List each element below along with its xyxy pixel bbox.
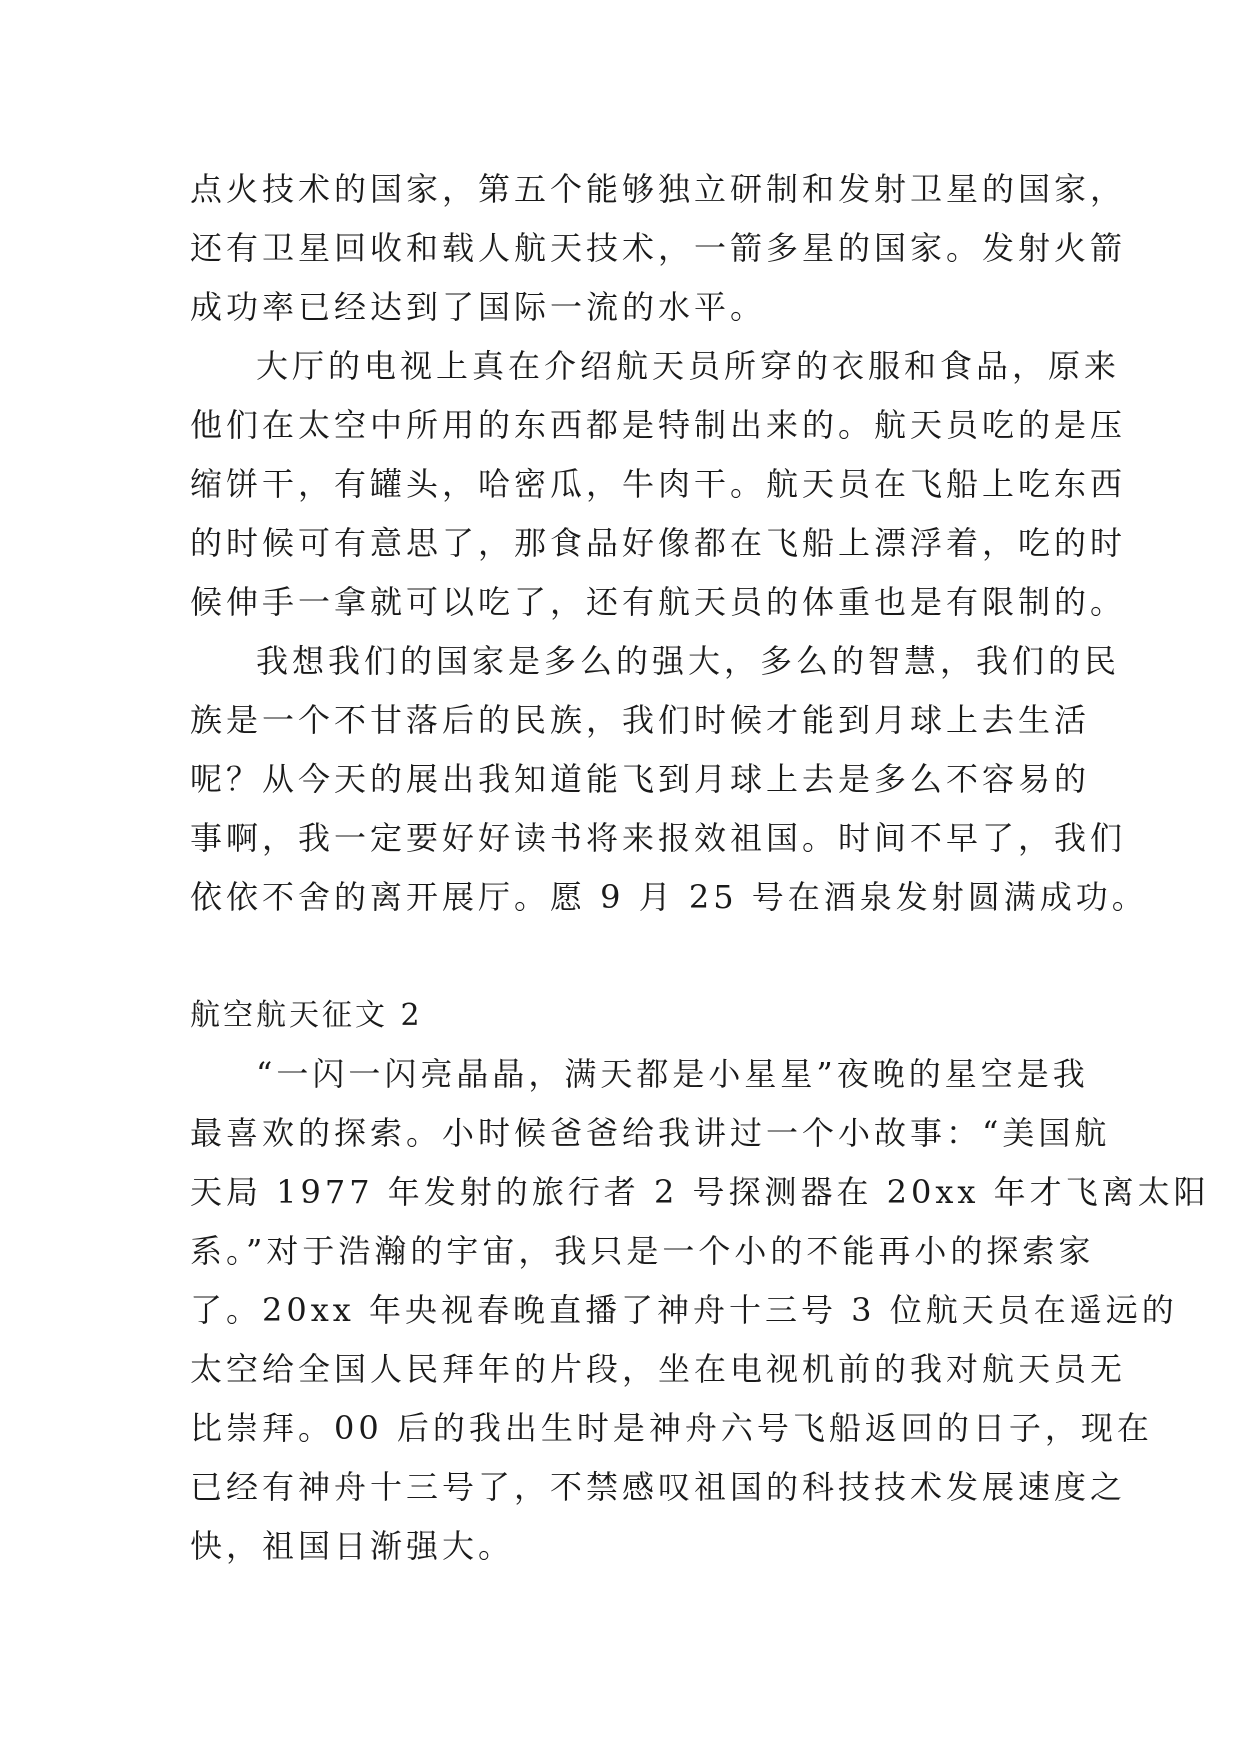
text-line: 大厅的电视上真在介绍航天员所穿的衣服和食品，原来: [256, 347, 1121, 385]
section-heading: 航空航天征文 2: [190, 998, 423, 1033]
text-line: 族是一个不甘落后的民族，我们时候才能到月球上去生活: [190, 701, 1091, 739]
text-line: 比崇拜。00 后的我出生时是神舟六号飞船返回的日子，现在: [190, 1409, 1153, 1447]
document-page: [190, 160, 1210, 1576]
text-line: 还有卫星回收和载人航天技术，一箭多星的国家。发射火箭: [190, 229, 1127, 267]
text-line: 的时候可有意思了，那食品好像都在飞船上漂浮着，吃的时: [190, 524, 1127, 562]
text-line: 事啊，我一定要好好读书将来报效祖国。时间不早了，我们: [190, 819, 1127, 857]
text-line: 天局 1977 年发射的旅行者 2 号探测器在 20xx 年才飞离太阳: [190, 1173, 1210, 1211]
paragraph-spacer: [190, 927, 1060, 986]
text-line: 候伸手一拿就可以吃了，还有航天员的体重也是有限制的。: [190, 583, 1127, 621]
text-line: 了。20xx 年央视春晚直播了神舟十三号 3 位航天员在遥远的: [190, 1291, 1178, 1329]
text-line: “一闪一闪亮晶晶，满天都是小星星”夜晚的星空是我: [256, 1055, 1089, 1093]
text-line: 我想我们的国家是多么的强大，多么的智慧，我们的民: [256, 642, 1121, 680]
text-line: 呢？从今天的展出我知道能飞到月球上去是多么不容易的: [190, 760, 1091, 798]
text-line: 成功率已经达到了国际一流的水平。: [190, 288, 767, 326]
paragraph: [190, 160, 1127, 337]
text-line: 最喜欢的探索。小时候爸爸给我讲过一个小故事：“美国航: [190, 1114, 1111, 1152]
text-line: 快，祖国日渐强大。: [190, 1527, 515, 1565]
text-line: 系。”对于浩瀚的宇宙，我只是一个小的不能再小的探索家: [190, 1232, 1095, 1270]
paragraph: [190, 632, 1148, 927]
text-line: 缩饼干，有罐头，哈密瓜，牛肉干。航天员在飞船上吃东西: [190, 465, 1127, 503]
text-line: 已经有神舟十三号了，不禁感叹祖国的科技技术发展速度之: [190, 1468, 1127, 1506]
paragraph: [190, 1045, 1210, 1576]
paragraph: [190, 337, 1127, 632]
text-line: 点火技术的国家，第五个能够独立研制和发射卫星的国家，: [190, 170, 1127, 208]
text-line: 依依不舍的离开展厅。愿 9 月 25 号在酒泉发射圆满成功。: [190, 878, 1148, 916]
text-line: 他们在太空中所用的东西都是特制出来的。航天员吃的是压: [190, 406, 1127, 444]
text-line: 太空给全国人民拜年的片段，坐在电视机前的我对航天员无: [190, 1350, 1127, 1388]
